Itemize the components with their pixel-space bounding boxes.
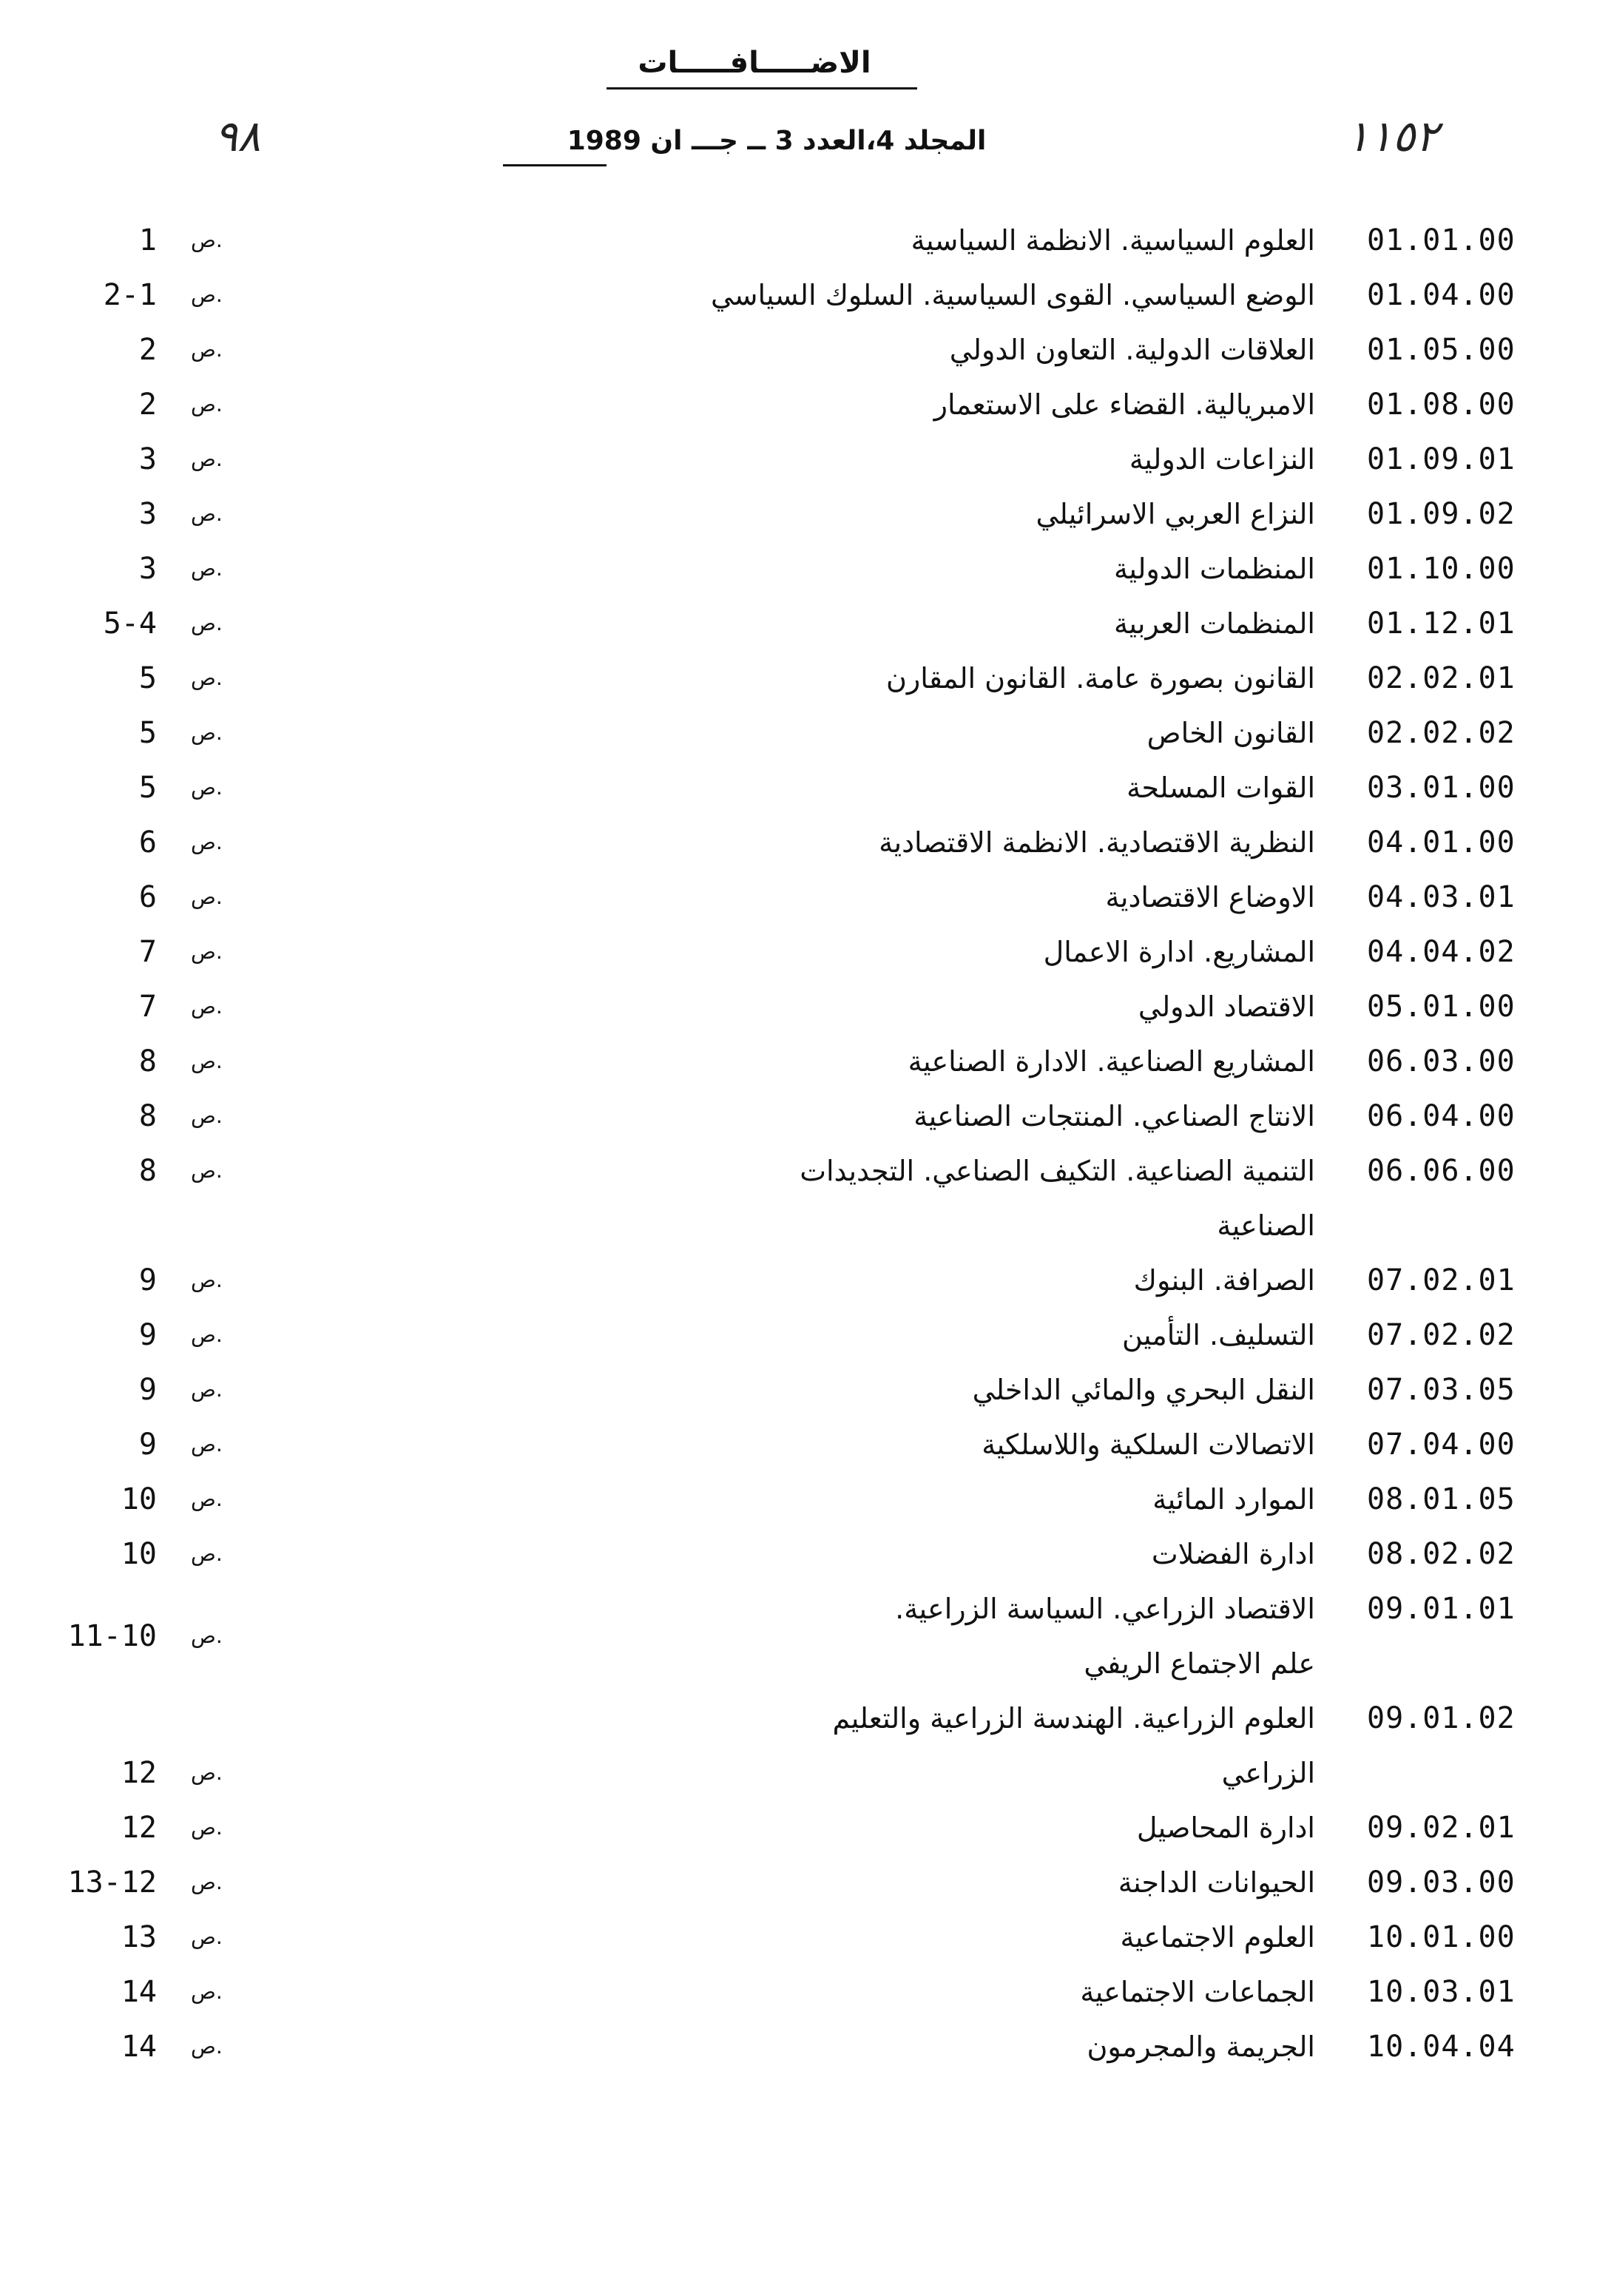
page-number: 8 [138,1154,157,1188]
entry-row [0,711,1611,755]
subject-title: الاتصالات السلكية واللاسلكية [982,1428,1315,1461]
subject-code: 09.03.00 [1367,1866,1516,1900]
entry-row [0,985,1611,1029]
subject-title: النزاع العربي الاسرائيلي [1036,498,1315,530]
subject-title: الاوضاع الاقتصادية [1105,881,1315,914]
subject-title: التنمية الصناعية. التكيف الصناعي. التجديدات [800,1155,1315,1187]
page-prefix: ص. [191,994,223,1019]
page-prefix: ص. [191,939,223,964]
subject-title: الاقتصاد الزراعي. السياسة الزراعية. [895,1593,1315,1625]
page-prefix: ص. [191,1377,223,1402]
subject-title: الجماعات الاجتماعية [1080,1976,1315,2008]
page-number: 1 [138,223,157,257]
page-prefix: ص. [191,1624,223,1648]
subject-code: 09.01.01 [1367,1592,1516,1626]
title-underline [607,87,917,90]
subject-title: التسليف. التأمين [1122,1319,1315,1351]
page-number: 8 [138,1099,157,1133]
subject-title: الانتاج الصناعي. المنتجات الصناعية [913,1100,1315,1132]
page-number: 3 [138,442,157,476]
page-prefix: ص. [191,283,223,307]
subject-title: المنظمات العربية [1114,607,1315,640]
entry-row [0,1532,1611,1576]
page-number: 2 [138,333,157,367]
subject-title: الصرافة. البنوك [1133,1264,1315,1297]
page-prefix: ص. [191,447,223,471]
page-number: 9 [138,1263,157,1297]
page-number: 8 [138,1044,157,1078]
page-prefix: ص. [191,1323,223,1347]
entry-row [0,1970,1611,2014]
subject-code: 06.04.00 [1367,1099,1516,1133]
page-number: 5 [138,661,157,695]
subject-code: 09.01.02 [1367,1701,1516,1735]
entry-row [0,1368,1611,1412]
page-prefix: ص. [191,502,223,526]
subject-code: 01.04.00 [1367,278,1516,312]
subject-code: 03.01.00 [1367,771,1516,805]
entry-row [0,328,1611,372]
subject-code: 07.02.01 [1367,1263,1516,1297]
subject-title-continuation: علم الاجتماع الريفي [1084,1647,1315,1680]
subject-title-continuation: الزراعي [1221,1757,1315,1789]
handwritten-note-right: ١١٥٢ [1346,111,1439,161]
page-number: 10 [121,1482,157,1516]
page-prefix: ص. [191,1542,223,1566]
page-number: 11-10 [67,1619,157,1653]
entry-row [0,1806,1611,1850]
page-number: 2-1 [103,278,157,312]
subject-title: النظرية الاقتصادية. الانظمة الاقتصادية [879,826,1315,859]
subject-code: 04.03.01 [1367,880,1516,914]
subject-code: 08.02.02 [1367,1537,1516,1571]
entry-row [0,1149,1611,1193]
page-number: 12 [121,1811,157,1845]
entry-continuation-row [0,1751,1611,1795]
page-number: 7 [138,935,157,969]
subject-title: الجريمة والمجرمون [1087,2030,1315,2063]
entry-row [0,382,1611,427]
page-prefix: ص. [191,556,223,581]
subject-title: ادارة الفضلات [1151,1538,1315,1570]
subject-code: 09.02.01 [1367,1811,1516,1845]
entry-row [0,1587,1611,1631]
subject-code: 01.09.01 [1367,442,1516,476]
subject-title: الحيوانات الداجنة [1118,1866,1315,1899]
entry-row [0,820,1611,865]
page-number: 5 [138,771,157,805]
page-number: 3 [138,552,157,586]
subject-code: 01.12.01 [1367,607,1516,641]
subject-title: النزاعات الدولية [1129,443,1315,476]
subject-code: 10.01.00 [1367,1920,1516,1954]
page-prefix: ص. [191,337,223,362]
page-prefix: ص. [191,611,223,635]
subject-title: ادارة المحاصيل [1136,1812,1315,1844]
page-number: 7 [138,990,157,1024]
handwritten-note-left: ٩٨ [215,111,261,161]
subtitle-underline [503,164,607,166]
subject-title: المشاريع. ادارة الاعمال [1043,936,1315,968]
entry-row [0,1313,1611,1357]
entry-row [0,875,1611,919]
entry-row [0,930,1611,974]
subject-code: 10.03.01 [1367,1975,1516,2009]
page-number: 9 [138,1318,157,1352]
subject-code: 08.01.05 [1367,1482,1516,1516]
entry-row [0,656,1611,700]
entry-row [0,273,1611,317]
page-prefix: ص. [191,1104,223,1128]
page-prefix: ص. [191,1487,223,1511]
subject-code: 06.03.00 [1367,1044,1516,1078]
subject-code: 02.02.02 [1367,716,1516,750]
page-number: 6 [138,825,157,860]
subject-code: 01.01.00 [1367,223,1516,257]
subject-code: 10.04.04 [1367,2030,1516,2064]
page-number: 5 [138,716,157,750]
subject-title: القانون بصورة عامة. القانون المقارن [885,662,1315,695]
page-prefix: ص. [191,1815,223,1840]
issue-subtitle: المجلد 4،العدد 3 ــ جـــ ان 1989 [567,126,987,156]
entry-row [0,1258,1611,1303]
subject-title: العلاقات الدولية. التعاون الدولي [949,334,1315,366]
subject-title: العلوم الزراعية. الهندسة الزراعية والتعليم [832,1702,1315,1735]
subject-code: 01.05.00 [1367,333,1516,367]
entry-row [0,1422,1611,1467]
subject-code: 01.10.00 [1367,552,1516,586]
subject-code: 01.08.00 [1367,388,1516,422]
page-prefix: ص. [191,666,223,690]
subject-title: الاقتصاد الدولي [1138,990,1315,1023]
page-prefix: ص. [191,228,223,252]
page-number: 14 [121,2030,157,2064]
page-prefix: ص. [191,1432,223,1456]
entry-row [0,492,1611,536]
page-number: 5-4 [103,607,157,641]
subject-title-continuation: الصناعية [1217,1209,1315,1242]
page-prefix: ص. [191,720,223,745]
subject-title: الوضع السياسي. القوى السياسية. السلوك السياسي [710,279,1315,311]
entry-row [0,547,1611,591]
page-number: 6 [138,880,157,914]
subject-title: العلوم الاجتماعية [1120,1921,1315,1954]
entry-row [0,766,1611,810]
page-number: 10 [121,1537,157,1571]
page-number: 13-12 [67,1866,157,1900]
entry-row [0,1039,1611,1084]
page-number: 2 [138,388,157,422]
subject-code: 04.01.00 [1367,825,1516,860]
page-number: 14 [121,1975,157,2009]
page-prefix: ص. [191,2034,223,2059]
entry-row [0,1477,1611,1522]
subject-code: 01.09.02 [1367,497,1516,531]
entry-row [0,2025,1611,2069]
page-prefix: ص. [191,1925,223,1949]
entry-row [0,1860,1611,1905]
page-number: 9 [138,1428,157,1462]
page-prefix: ص. [191,1268,223,1292]
subject-title: النقل البحري والمائي الداخلي [972,1374,1315,1406]
page-prefix: ص. [191,830,223,854]
page-prefix: ص. [191,1979,223,2004]
subject-code: 02.02.01 [1367,661,1516,695]
entry-row [0,437,1611,482]
entry-continuation-row [0,1641,1611,1686]
subject-title: القوات المسلحة [1127,771,1315,804]
page-prefix: ص. [191,775,223,800]
page-prefix: ص. [191,392,223,416]
entry-row [0,1915,1611,1959]
subject-code: 07.03.05 [1367,1373,1516,1407]
page-number: 9 [138,1373,157,1407]
subject-title: العلوم السياسية. الانظمة السياسية [911,224,1315,257]
entry-row [0,1094,1611,1138]
subject-code: 06.06.00 [1367,1154,1516,1188]
entry-row [0,601,1611,646]
page-prefix: ص. [191,1049,223,1073]
subject-title: المنظمات الدولية [1114,553,1315,585]
page-prefix: ص. [191,1158,223,1183]
subject-title: الامبريالية. القضاء على الاستعمار [933,388,1315,421]
subject-title: القانون الخاص [1146,717,1315,749]
page-number: 12 [121,1756,157,1790]
page-prefix: ص. [191,1760,223,1785]
page-prefix: ص. [191,885,223,909]
subject-title: الموارد المائية [1152,1483,1315,1516]
page-number: 3 [138,497,157,531]
entry-continuation-row [0,1203,1611,1248]
subject-code: 05.01.00 [1367,990,1516,1024]
entry-row [0,1696,1611,1740]
subject-code: 07.02.02 [1367,1318,1516,1352]
page-prefix: ص. [191,1870,223,1894]
entry-row [0,218,1611,263]
subject-title: المشاريع الصناعية. الادارة الصناعية [908,1045,1315,1078]
subject-code: 04.04.02 [1367,935,1516,969]
subject-code: 07.04.00 [1367,1428,1516,1462]
page-number: 13 [121,1920,157,1954]
page-title: الاضـــــافـــــات [638,46,871,80]
